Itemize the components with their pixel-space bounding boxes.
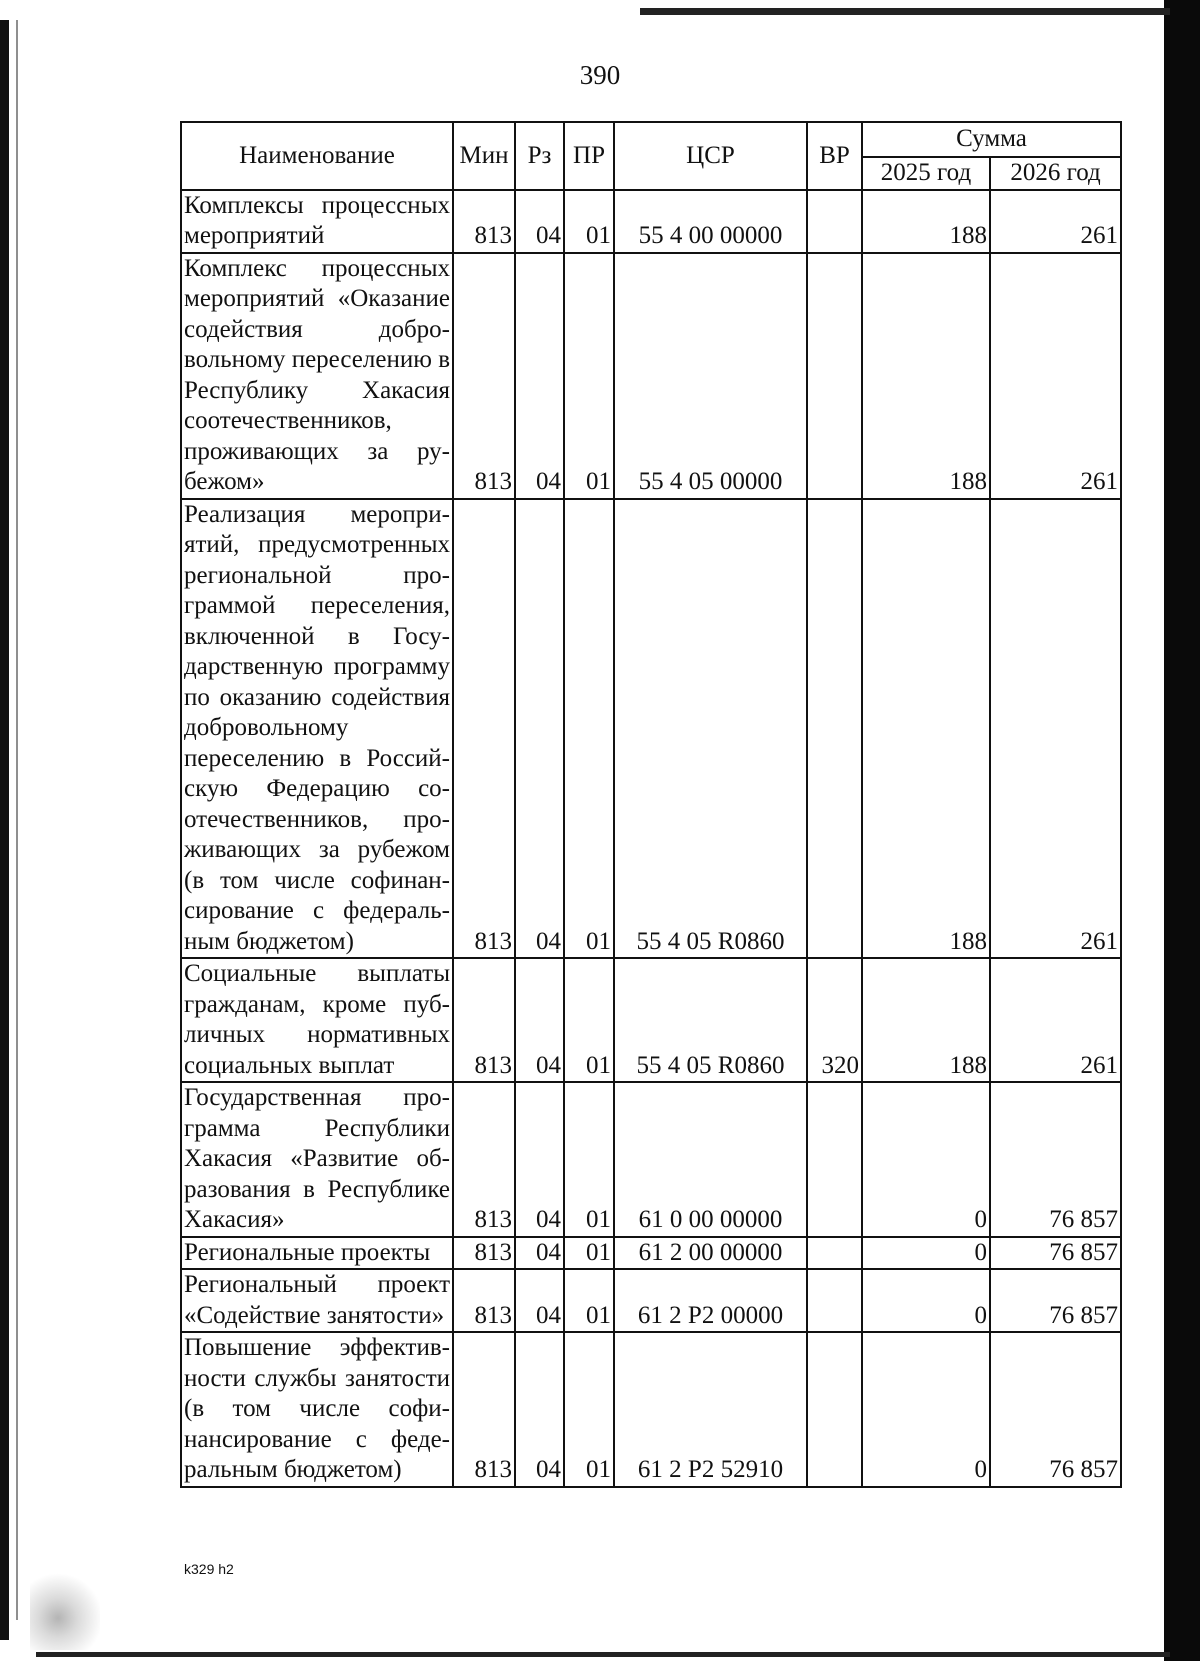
cell-sum-2025: 0 bbox=[862, 1237, 990, 1270]
cell-rz: 04 bbox=[515, 253, 564, 499]
header-rz: Рз bbox=[515, 122, 564, 190]
cell-min: 813 bbox=[453, 1269, 515, 1332]
cell-pr: 01 bbox=[564, 1269, 614, 1332]
table-row bbox=[181, 1332, 1121, 1487]
cell-name: Региональные проекты bbox=[181, 1237, 453, 1270]
cell-sum-2026: 76 857 bbox=[990, 1237, 1121, 1270]
table-row bbox=[181, 499, 1121, 959]
header-year-2025: 2025 год bbox=[862, 157, 990, 190]
cell-csr: 61 2 00 00000 bbox=[614, 1237, 807, 1270]
scan-edge-left bbox=[0, 20, 9, 1640]
cell-pr: 01 bbox=[564, 499, 614, 959]
cell-rz: 04 bbox=[515, 1332, 564, 1487]
cell-vr bbox=[807, 1269, 862, 1332]
cell-sum-2026: 261 bbox=[990, 958, 1121, 1082]
cell-name: Комплексы процессных мероприятий bbox=[181, 190, 453, 253]
cell-name: Комплекс процессных мероприятий «Оказание содействия добровольному переселению в Республику Хакасия соотечественников, проживающих за рубежом» bbox=[181, 253, 453, 499]
cell-pr: 01 bbox=[564, 1332, 614, 1487]
cell-sum-2026: 76 857 bbox=[990, 1332, 1121, 1487]
cell-min: 813 bbox=[453, 253, 515, 499]
cell-vr bbox=[807, 190, 862, 253]
header-pr: ПР bbox=[564, 122, 614, 190]
cell-rz: 04 bbox=[515, 958, 564, 1082]
budget-table-body bbox=[181, 190, 1121, 1487]
budget-table bbox=[180, 121, 1122, 1488]
cell-vr bbox=[807, 1332, 862, 1487]
cell-min: 813 bbox=[453, 958, 515, 1082]
cell-min: 813 bbox=[453, 1332, 515, 1487]
header-min: Мин bbox=[453, 122, 515, 190]
cell-vr bbox=[807, 499, 862, 959]
cell-sum-2025: 188 bbox=[862, 253, 990, 499]
scan-edge-right bbox=[1164, 0, 1200, 1661]
cell-rz: 04 bbox=[515, 1269, 564, 1332]
cell-vr bbox=[807, 1082, 862, 1237]
cell-sum-2026: 261 bbox=[990, 499, 1121, 959]
cell-sum-2025: 0 bbox=[862, 1269, 990, 1332]
cell-name: Социальные выплаты гражданам, кроме публичных нормативных социальных выплат bbox=[181, 958, 453, 1082]
scan-edge-top bbox=[640, 8, 1170, 15]
scan-edge-line bbox=[16, 20, 18, 1620]
cell-csr: 55 4 00 00000 bbox=[614, 190, 807, 253]
cell-vr: 320 bbox=[807, 958, 862, 1082]
cell-name: Повышение эффективности службы занятости (в том числе софинансирование с федеральным бюджетом) bbox=[181, 1332, 453, 1487]
header-year-2026: 2026 год bbox=[990, 157, 1121, 190]
cell-name: Региональный проект «Содействие занятости» bbox=[181, 1269, 453, 1332]
cell-sum-2025: 188 bbox=[862, 499, 990, 959]
cell-rz: 04 bbox=[515, 1082, 564, 1237]
page-number: 390 bbox=[579, 60, 621, 90]
cell-pr: 01 bbox=[564, 1082, 614, 1237]
cell-csr: 55 4 05 R0860 bbox=[614, 499, 807, 959]
cell-sum-2026: 261 bbox=[990, 190, 1121, 253]
cell-min: 813 bbox=[453, 190, 515, 253]
cell-pr: 01 bbox=[564, 190, 614, 253]
cell-name: Реализация мероприятий, предусмотренных региональной программой переселения, включенной в Государственную программу по оказанию содействия добровольному переселению в Российскую Федерацию соотечественников, проживающих за рубежом (в том числе софинансирование с федеральным бюджетом) bbox=[181, 499, 453, 959]
cell-rz: 04 bbox=[515, 190, 564, 253]
cell-sum-2026: 76 857 bbox=[990, 1269, 1121, 1332]
cell-sum-2026: 76 857 bbox=[990, 1082, 1121, 1237]
cell-csr: 61 2 Р2 52910 bbox=[614, 1332, 807, 1487]
table-row bbox=[181, 1082, 1121, 1237]
cell-min: 813 bbox=[453, 1237, 515, 1270]
cell-sum-2025: 0 bbox=[862, 1082, 990, 1237]
cell-name: Государственная программа Республики Хакасия «Развитие образования в Республике Хакасия» bbox=[181, 1082, 453, 1237]
cell-vr bbox=[807, 253, 862, 499]
cell-pr: 01 bbox=[564, 253, 614, 499]
header-vr: ВР bbox=[807, 122, 862, 190]
cell-min: 813 bbox=[453, 499, 515, 959]
cell-rz: 04 bbox=[515, 1237, 564, 1270]
cell-pr: 01 bbox=[564, 1237, 614, 1270]
cell-sum-2025: 0 bbox=[862, 1332, 990, 1487]
cell-rz: 04 bbox=[515, 499, 564, 959]
header-csr: ЦСР bbox=[614, 122, 807, 190]
table-row bbox=[181, 253, 1121, 499]
cell-pr: 01 bbox=[564, 958, 614, 1082]
scan-edge-bottom bbox=[36, 1652, 1170, 1657]
table-row bbox=[181, 958, 1121, 1082]
cell-sum-2025: 188 bbox=[862, 190, 990, 253]
cell-vr bbox=[807, 1237, 862, 1270]
cell-csr: 61 0 00 00000 bbox=[614, 1082, 807, 1237]
header-sum: Сумма bbox=[862, 122, 1121, 157]
document-code: k329 h2 bbox=[184, 1561, 234, 1577]
table-row bbox=[181, 190, 1121, 253]
cell-sum-2025: 188 bbox=[862, 958, 990, 1082]
table-row bbox=[181, 1237, 1121, 1270]
cell-csr: 61 2 Р2 00000 bbox=[614, 1269, 807, 1332]
table-row bbox=[181, 1269, 1121, 1332]
cell-sum-2026: 261 bbox=[990, 253, 1121, 499]
header-name: Наименование bbox=[181, 122, 453, 190]
cell-min: 813 bbox=[453, 1082, 515, 1237]
scan-smudge bbox=[30, 1570, 100, 1650]
cell-csr: 55 4 05 R0860 bbox=[614, 958, 807, 1082]
cell-csr: 55 4 05 00000 bbox=[614, 253, 807, 499]
